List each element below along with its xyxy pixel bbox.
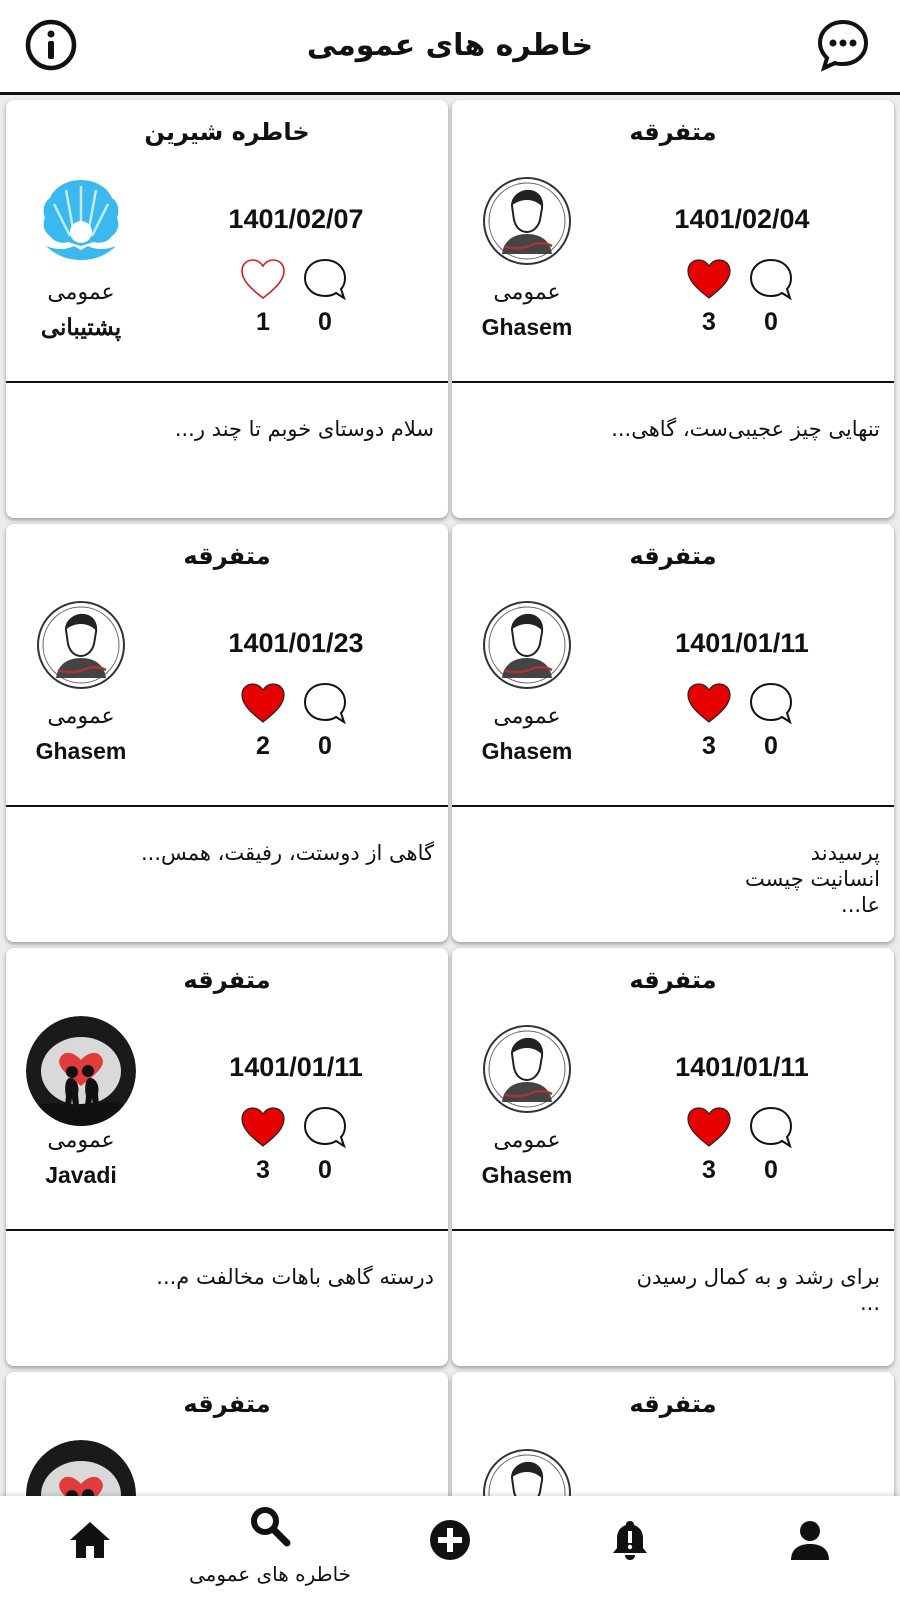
visibility-label: عمومی <box>47 704 115 729</box>
comment-bubble-icon <box>302 1106 348 1150</box>
nav-home[interactable] <box>0 1496 180 1600</box>
couple-avatar-icon <box>26 1016 136 1126</box>
couple-avatar-icon <box>26 1440 136 1502</box>
comment-button[interactable] <box>302 682 348 726</box>
bell-icon <box>608 1518 652 1562</box>
author-avatar[interactable] <box>36 176 126 266</box>
portrait-avatar-icon <box>482 176 572 266</box>
author-name[interactable]: Ghasem <box>481 738 573 764</box>
comment-bubble-icon <box>302 682 348 726</box>
home-icon <box>68 1518 112 1562</box>
memory-category: متفرقه <box>629 1390 717 1418</box>
visibility-label: عمومی <box>493 704 561 729</box>
memory-card[interactable] <box>452 524 894 942</box>
author-avatar[interactable] <box>26 1440 136 1502</box>
nav-active-label: خاطره های عمومی <box>188 1562 352 1586</box>
comment-bubble-icon <box>748 258 794 302</box>
card-divider <box>452 805 894 807</box>
card-divider <box>452 381 894 383</box>
memory-card[interactable] <box>6 948 448 1366</box>
like-heart-icon <box>240 682 286 724</box>
info-button[interactable] <box>24 18 78 72</box>
like-button[interactable] <box>240 1106 286 1148</box>
like-count: 1 <box>256 308 270 336</box>
memories-grid <box>0 98 900 1502</box>
comment-button[interactable] <box>748 258 794 302</box>
like-heart-icon <box>686 1106 732 1148</box>
card-divider <box>6 805 448 807</box>
memory-category: متفرقه <box>629 542 717 570</box>
chat-bubble-icon <box>816 18 870 72</box>
card-divider <box>6 381 448 383</box>
memory-card[interactable] <box>6 100 448 518</box>
memory-category: متفرقه <box>183 1390 271 1418</box>
like-button[interactable] <box>240 258 286 300</box>
comment-button[interactable] <box>302 1106 348 1150</box>
portrait-avatar-icon <box>482 600 572 690</box>
memory-category: متفرقه <box>629 118 717 146</box>
memory-date: 1401/02/04 <box>674 204 810 234</box>
like-button[interactable] <box>686 258 732 300</box>
memory-excerpt: سلام دوستای خوبم تا چند ر... <box>174 417 434 441</box>
memory-card[interactable] <box>6 1372 448 1502</box>
comment-count: 0 <box>318 732 332 760</box>
comment-bubble-icon <box>748 1106 794 1150</box>
like-button[interactable] <box>686 682 732 724</box>
memory-card[interactable] <box>452 1372 894 1502</box>
top-app-bar <box>0 0 900 95</box>
memory-date: 1401/01/11 <box>675 628 809 658</box>
nav-profile[interactable] <box>720 1496 900 1600</box>
profile-icon <box>788 1518 832 1562</box>
like-heart-icon <box>686 682 732 724</box>
comment-count: 0 <box>318 1156 332 1184</box>
memory-category: متفرقه <box>183 542 271 570</box>
portrait-avatar-icon <box>482 1448 572 1502</box>
like-heart-icon <box>240 1106 286 1148</box>
info-icon <box>24 18 78 72</box>
memory-date: 1401/01/11 <box>675 1052 809 1082</box>
card-divider <box>6 1229 448 1231</box>
memory-excerpt: درسته گاهی باهات مخالفت م... <box>156 1265 434 1289</box>
like-count: 3 <box>702 732 716 760</box>
like-heart-icon <box>686 258 732 300</box>
author-avatar[interactable] <box>482 176 572 266</box>
author-name[interactable]: Ghasem <box>481 314 573 340</box>
like-button[interactable] <box>686 1106 732 1148</box>
comment-bubble-icon <box>748 682 794 726</box>
memory-excerpt: تنهایی چیز عجیبی‌ست، گاهی... <box>611 417 880 441</box>
like-count: 3 <box>702 308 716 336</box>
memory-category: متفرقه <box>629 966 717 994</box>
author-avatar[interactable] <box>482 1448 572 1502</box>
like-count: 3 <box>256 1156 270 1184</box>
author-name[interactable]: Ghasem <box>35 738 127 764</box>
comment-count: 0 <box>318 308 332 336</box>
visibility-label: عمومی <box>47 1128 115 1153</box>
visibility-label: عمومی <box>493 280 561 305</box>
comment-button[interactable] <box>748 682 794 726</box>
comment-button[interactable] <box>302 258 348 302</box>
nav-public-memories[interactable] <box>180 1496 360 1600</box>
shell-logo-icon <box>36 176 126 266</box>
memory-category: خاطره شیرین <box>144 118 310 146</box>
memory-date: 1401/01/23 <box>228 628 364 658</box>
author-name[interactable]: Javadi <box>45 1162 117 1188</box>
like-button[interactable] <box>240 682 286 724</box>
memory-excerpt: برای رشد و به کمال رسیدن ... <box>636 1265 880 1315</box>
comment-bubble-icon <box>302 258 348 302</box>
portrait-avatar-icon <box>36 600 126 690</box>
nav-notifications[interactable] <box>540 1496 720 1600</box>
comment-button[interactable] <box>748 1106 794 1150</box>
author-name[interactable]: پشتیبانی <box>40 314 122 340</box>
author-avatar[interactable] <box>26 1016 136 1126</box>
memory-excerpt: پرسیدند انسانیت چیست عا... <box>745 841 880 917</box>
memory-card[interactable] <box>452 948 894 1366</box>
memory-card[interactable] <box>452 100 894 518</box>
portrait-avatar-icon <box>482 1024 572 1114</box>
bottom-navigation <box>0 1496 900 1600</box>
page-title: خاطره های عمومی <box>306 28 594 63</box>
comment-count: 0 <box>764 308 778 336</box>
search-icon <box>248 1504 292 1548</box>
comment-count: 0 <box>764 732 778 760</box>
visibility-label: عمومی <box>493 1128 561 1153</box>
visibility-label: عمومی <box>47 280 115 305</box>
memory-excerpt: گاهی از دوستت، رفیقت، همس... <box>140 841 434 865</box>
memory-date: 1401/01/11 <box>229 1052 363 1082</box>
comment-count: 0 <box>764 1156 778 1184</box>
like-heart-outline-icon <box>240 258 286 300</box>
like-count: 2 <box>256 732 270 760</box>
chat-button[interactable] <box>816 18 870 72</box>
memory-category: متفرقه <box>183 966 271 994</box>
author-avatar[interactable] <box>36 600 126 690</box>
card-divider <box>452 1229 894 1231</box>
author-avatar[interactable] <box>482 1024 572 1114</box>
memory-card[interactable] <box>6 524 448 942</box>
memory-date: 1401/02/07 <box>228 204 364 234</box>
nav-add[interactable] <box>360 1496 540 1600</box>
add-icon <box>428 1518 472 1562</box>
like-count: 3 <box>702 1156 716 1184</box>
author-avatar[interactable] <box>482 600 572 690</box>
author-name[interactable]: Ghasem <box>481 1162 573 1188</box>
